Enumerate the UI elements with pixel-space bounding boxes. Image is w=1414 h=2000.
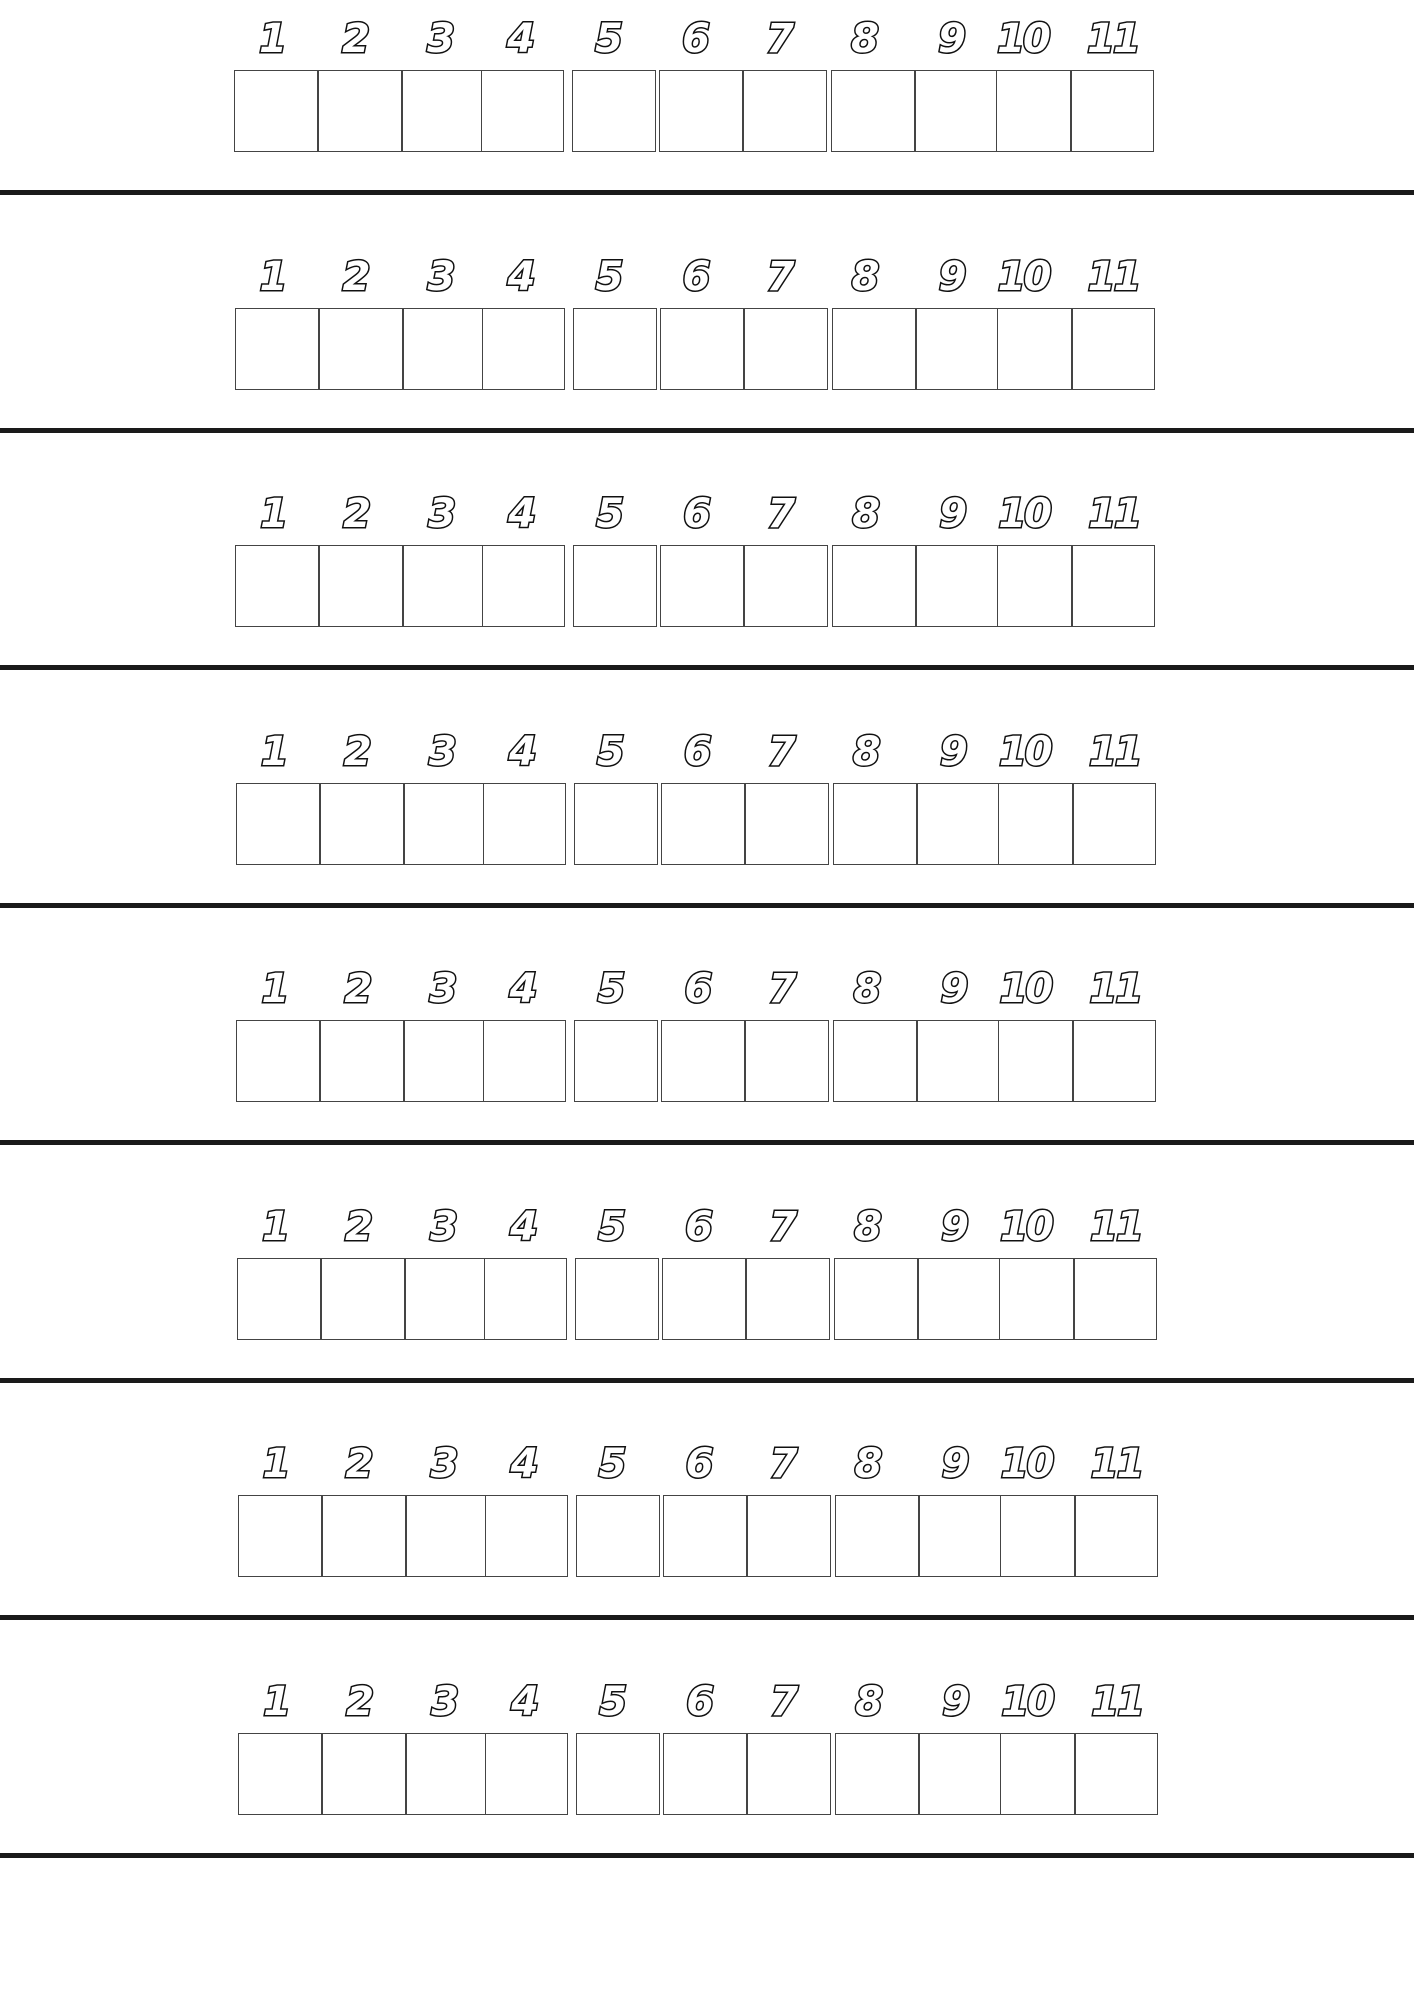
number-label: 7 [766,16,792,62]
answer-box[interactable] [485,1495,568,1577]
answer-box[interactable] [997,545,1072,627]
answer-box[interactable] [1073,1020,1156,1102]
number-label: 7 [767,491,794,537]
number-label: 4 [508,491,535,537]
answer-box[interactable] [482,308,565,390]
answer-box[interactable] [318,70,402,152]
cut-line [0,428,1414,433]
answer-box[interactable] [1075,1495,1158,1577]
answer-box[interactable] [835,1495,919,1577]
number-labels [0,8,1414,64]
number-label: 4 [509,966,536,1012]
number-label: 11 [1087,16,1139,62]
number-label: 2 [345,1441,372,1487]
answer-box[interactable] [406,1733,486,1815]
number-strip [0,721,1414,958]
answer-box[interactable] [238,1495,322,1577]
number-label: 3 [431,1678,458,1725]
answer-box[interactable] [660,308,744,390]
answer-box[interactable] [322,1495,406,1577]
answer-box[interactable] [403,545,483,627]
answer-box[interactable] [1073,783,1156,865]
answer-box[interactable] [832,308,916,390]
cut-line [0,1615,1414,1620]
box-row [0,308,1414,392]
answer-box[interactable] [1074,1258,1157,1340]
number-label: 6 [686,1678,713,1725]
answer-box[interactable] [662,1258,746,1340]
number-label: 2 [342,16,368,62]
number-label: 9 [941,1203,967,1250]
answer-box[interactable] [482,545,565,627]
number-label: 5 [599,1678,626,1725]
number-label: 9 [941,1441,968,1487]
number-label: 5 [597,966,624,1012]
number-label: 2 [346,1678,373,1725]
number-label: 10 [999,966,1052,1012]
box-row [0,1495,1414,1579]
answer-box[interactable] [743,70,827,152]
number-label: 9 [938,16,964,62]
number-label: 7 [769,1441,796,1487]
number-labels [0,1196,1414,1252]
number-label: 8 [853,966,880,1012]
cut-line [0,190,1414,195]
number-label: 11 [1091,1678,1144,1725]
answer-box[interactable] [483,1020,566,1102]
number-label: 6 [683,728,710,775]
number-label: 1 [260,728,287,775]
number-label: 5 [595,16,621,62]
answer-box[interactable] [322,1733,406,1815]
answer-box[interactable] [998,1020,1073,1102]
answer-box[interactable] [576,1733,660,1815]
number-label: 2 [343,728,370,775]
number-label: 1 [259,253,286,300]
number-label: 9 [938,253,965,300]
number-label: 3 [428,728,455,775]
cut-line [0,1853,1414,1858]
answer-box[interactable] [320,1020,404,1102]
number-label: 11 [1090,1203,1142,1250]
number-label: 10 [998,728,1051,775]
answer-box[interactable] [918,1258,1000,1340]
cut-line [0,1140,1414,1145]
answer-box[interactable] [1071,70,1154,152]
number-label: 8 [852,728,879,775]
answer-box[interactable] [744,308,828,390]
number-labels [0,1671,1414,1727]
number-label: 5 [596,491,623,537]
answer-box[interactable] [402,70,482,152]
answer-box[interactable] [1000,1495,1075,1577]
number-labels [0,1433,1414,1489]
number-label: 4 [507,253,534,300]
answer-box[interactable] [916,308,998,390]
number-label: 6 [685,1203,711,1250]
answer-box[interactable] [406,1495,486,1577]
number-label: 1 [262,1203,288,1250]
number-label: 10 [997,253,1050,300]
number-label: 1 [263,1678,290,1725]
answer-box[interactable] [573,545,657,627]
answer-box[interactable] [745,783,829,865]
number-label: 11 [1088,728,1141,775]
number-label: 8 [851,16,877,62]
number-label: 8 [854,1203,880,1250]
answer-box[interactable] [236,1020,320,1102]
number-label: 11 [1087,253,1140,300]
answer-box[interactable] [835,1733,919,1815]
number-label: 1 [259,16,285,62]
answer-box[interactable] [238,1733,322,1815]
answer-box[interactable] [319,308,403,390]
answer-box[interactable] [237,1258,321,1340]
number-label: 6 [685,1441,712,1487]
number-label: 7 [770,1678,797,1725]
answer-box[interactable] [996,70,1071,152]
answer-box[interactable] [574,1020,658,1102]
number-label: 3 [429,966,456,1012]
number-label: 1 [261,966,288,1012]
answer-box[interactable] [745,1020,829,1102]
number-label: 10 [1000,1203,1052,1250]
number-labels [0,958,1414,1014]
number-label: 5 [596,728,623,775]
number-label: 11 [1090,1441,1143,1487]
number-label: 9 [939,728,966,775]
number-label: 1 [260,491,287,537]
number-label: 8 [854,1441,881,1487]
answer-box[interactable] [404,783,484,865]
number-label: 10 [1001,1678,1054,1725]
answer-box[interactable] [483,783,566,865]
answer-box[interactable] [747,1495,831,1577]
answer-box[interactable] [572,70,656,152]
answer-box[interactable] [999,1258,1074,1340]
answer-box[interactable] [234,70,318,152]
answer-box[interactable] [575,1258,659,1340]
answer-box[interactable] [576,1495,660,1577]
answer-box[interactable] [403,308,483,390]
answer-box[interactable] [834,1258,918,1340]
number-label: 9 [939,491,966,537]
number-label: 5 [595,253,622,300]
number-label: 10 [998,491,1051,537]
number-label: 9 [940,966,967,1012]
answer-box[interactable] [405,1258,485,1340]
answer-box[interactable] [831,70,915,152]
number-label: 4 [511,1678,538,1725]
answer-box[interactable] [320,783,404,865]
box-row [0,1020,1414,1104]
box-row [0,1258,1414,1342]
box-row [0,1733,1414,1817]
answer-box[interactable] [917,1020,999,1102]
number-label: 11 [1088,491,1141,537]
number-labels [0,721,1414,777]
number-strip [0,8,1414,245]
answer-box[interactable] [574,783,658,865]
answer-box[interactable] [997,308,1072,390]
number-label: 6 [682,253,709,300]
number-label: 3 [430,1203,456,1250]
number-label: 6 [684,966,711,1012]
answer-box[interactable] [573,308,657,390]
answer-box[interactable] [319,545,403,627]
cut-line [0,665,1414,670]
box-row [0,70,1414,154]
number-strip [0,958,1414,1195]
number-label: 4 [510,1441,537,1487]
number-strip [0,1433,1414,1670]
answer-box[interactable] [832,545,916,627]
answer-box[interactable] [236,783,320,865]
number-label: 11 [1089,966,1142,1012]
answer-box[interactable] [235,545,319,627]
number-label: 4 [510,1203,536,1250]
answer-box[interactable] [916,545,998,627]
answer-box[interactable] [917,783,999,865]
number-label: 3 [427,253,454,300]
answer-box[interactable] [321,1258,405,1340]
answer-box[interactable] [1075,1733,1158,1815]
number-label: 5 [598,1441,625,1487]
answer-box[interactable] [998,783,1073,865]
answer-box[interactable] [1072,308,1155,390]
answer-box[interactable] [661,783,745,865]
answer-box[interactable] [663,1495,747,1577]
cut-line [0,1378,1414,1383]
number-label: 3 [428,491,455,537]
answer-box[interactable] [747,1733,831,1815]
answer-box[interactable] [485,1733,568,1815]
number-label: 10 [997,16,1049,62]
number-label: 3 [430,1441,457,1487]
answer-box[interactable] [744,545,828,627]
number-label: 2 [345,1203,371,1250]
number-labels [0,246,1414,302]
answer-box[interactable] [660,545,744,627]
number-label: 8 [851,253,878,300]
answer-box[interactable] [235,308,319,390]
number-strip [0,483,1414,720]
answer-box[interactable] [1072,545,1155,627]
number-strip [0,246,1414,483]
number-label: 10 [1000,1441,1053,1487]
number-strip [0,1671,1414,1908]
number-label: 4 [508,728,535,775]
answer-box[interactable] [661,1020,745,1102]
box-row [0,783,1414,867]
number-label: 7 [769,1203,795,1250]
answer-box[interactable] [1000,1733,1075,1815]
number-label: 9 [942,1678,969,1725]
number-label: 5 [598,1203,624,1250]
answer-box[interactable] [915,70,997,152]
number-label: 6 [682,16,708,62]
number-labels [0,483,1414,539]
answer-box[interactable] [746,1258,830,1340]
answer-box[interactable] [919,1733,1001,1815]
cut-line [0,903,1414,908]
number-label: 7 [768,966,795,1012]
number-label: 2 [342,253,369,300]
answer-box[interactable] [404,1020,484,1102]
box-row [0,545,1414,629]
number-label: 7 [766,253,793,300]
number-label: 7 [767,728,794,775]
answer-box[interactable] [484,1258,567,1340]
number-label: 1 [262,1441,289,1487]
number-label: 8 [852,491,879,537]
number-label: 2 [343,491,370,537]
answer-box[interactable] [481,70,564,152]
answer-box[interactable] [659,70,743,152]
answer-box[interactable] [663,1733,747,1815]
number-label: 2 [344,966,371,1012]
number-label: 4 [507,16,533,62]
answer-box[interactable] [833,1020,917,1102]
answer-box[interactable] [833,783,917,865]
number-label: 3 [427,16,453,62]
number-label: 6 [683,491,710,537]
answer-box[interactable] [919,1495,1001,1577]
number-label: 8 [855,1678,882,1725]
number-strip [0,1196,1414,1433]
